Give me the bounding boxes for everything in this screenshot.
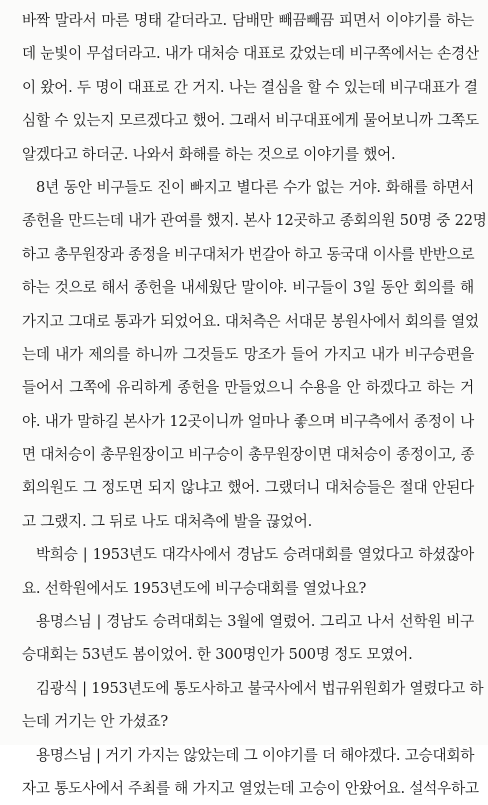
text-line: 야. 내가 말하길 본사가 12곳이니까 얼마나 좋으며 비구측에서 종정이 나 <box>22 412 474 430</box>
text-line: 는데 내가 제의를 하니까 그것들도 망조가 들어 가지고 내가 비구승편을 <box>22 345 474 363</box>
text-line: 하는 것으로 해서 종헌을 내세웠단 말이야. 비구들이 3일 동안 회의를 해 <box>22 279 474 297</box>
text-line: 종헌을 만드는데 내가 관여를 했지. 본사 12곳하고 종회의원 50명 중 22명 <box>22 212 487 230</box>
text-line: 박희승 | 1953년도 대각사에서 경남도 승려대회를 열었다고 하셨잖아 <box>36 546 474 564</box>
text-line: 알겠다고 하더군. 나와서 화해를 하는 것으로 이야기를 했어. <box>22 145 396 163</box>
text-line: 가지고 그대로 통과가 되었어요. 대처측은 서대문 봉원사에서 회의를 열었 <box>22 312 479 330</box>
text-line: 심할 수 있는지 모르겠다고 했어. 그래서 비구대표에게 물어보니까 그쪽도 <box>22 112 479 130</box>
text-line: 회의원도 그 정도면 되지 않냐고 했어. 그랬더니 대처승들은 절대 안된다 <box>22 479 474 497</box>
text-line: 데 눈빛이 무섭더라고. 내가 대처승 대표로 갔었는데 비구쪽에서는 손경산 <box>22 45 479 63</box>
text-line: 8년 동안 비구들도 진이 빠지고 별다른 수가 없는 거야. 화해를 하면서 <box>36 178 474 196</box>
text-line: 용명스님 | 경남도 승려대회는 3월에 열렸어. 그리고 나서 선학원 비구 <box>36 613 474 631</box>
text-line: 승대회는 53년도 봄이었어. 한 300명인가 500명 정도 모였어. <box>22 646 413 664</box>
text-line: 요. 선학원에서도 1953년도에 비구승대회를 열었나요? <box>22 579 367 597</box>
text-body <box>0 4 488 805</box>
text-line: 들어서 그쪽에 유리하게 종헌을 만들었으니 수용을 안 하겠다고 하는 거 <box>22 379 474 397</box>
text-line: 자고 통도사에서 주최를 해 가지고 열었는데 고승이 안왔어요. 설석우하고 <box>22 779 479 797</box>
text-line: 이 왔어. 두 명이 대표로 간 거지. 나는 결심을 할 수 있는데 비구대표가 결 <box>22 78 478 96</box>
text-line: 김광식 | 1953년도에 통도사하고 불국사에서 법규위원회가 열렸다고 하 <box>36 679 484 697</box>
text-line: 면 대처승이 총무원장이고 비구승이 총무원장이면 대처승이 종정이고, 종 <box>22 446 475 464</box>
text-line: 바짝 말라서 마른 명태 같더라고. 담배만 빼끔빼끔 피면서 이야기를 하는 <box>22 12 474 29</box>
text-line: 하고 총무원장과 종정을 비구대처가 번갈아 하고 동국대 이사를 반반으로 <box>22 245 475 263</box>
text-line: 용명스님 | 거기 가지는 않았는데 그 이야기를 더 해야겠다. 고승대회하 <box>36 746 475 764</box>
text-line: 고 그랬지. 그 뒤로 나도 대처측에 발을 끊었어. <box>22 512 313 530</box>
text-line: 는데 거기는 안 가셨죠? <box>22 713 169 731</box>
